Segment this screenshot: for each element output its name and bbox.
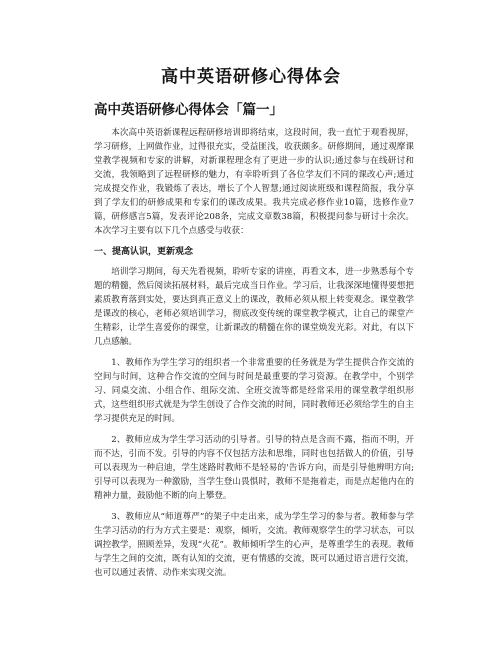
paragraph-2: 1、教师作为学生学习的组织者一个非常重要的任务就是为学生提供合作交流的空间与时间，这种合作交流的空间与时间是最重要的学习资源。在教学中，个别学习、同桌交流、小组合作、组际交流、全班交流等都是经常采用的课堂教学组织形式，这些组织形式就是为学生创设了合作交流的时间，同时教师还必须给学生的自主学习提供充足的时间。 [94, 358, 414, 424]
intro-paragraph: 本次高中英语新课程远程研修培训即将结束，这段时间，我一直忙于观看视屏，学习研修，上网做作业，过得很充实，受益匪浅，收获颇多。研修期间，通过观摩课堂教学视频和专家的讲解，对新课程理念有了更进一步的认识;通过参与在线研讨和交流，我领略到了远程研修的魅力，有幸聆听到了各位学友们不同的课改心声;通过完成提交作业，我锻炼了表达，增长了个人智慧;通过阅读班级和课程简报，我分享到了学友们的研修成果和专家们的课改成果。我共完成必修作业10篇，选修作业7篇，研修感言5篇，发表评论208条，完成文章数38篇，积极提问参与研讨十余次。本次学习主要有以下几个点感受与收获： [94, 128, 414, 236]
paragraph-4: 3、教师应从“师道尊严”的架子中走出来，成为学生学习的参与者。教师参与学生学习活动的行为方式主要是：观察，倾听，交流。教师观察学生的学习状态，可以调控教学，照顾差异，发现“火花”。教师倾听学生的心声，是尊重学生的表现。教师与学生之间的交流，既有认知的交流，更有情感的交流，既可以通过语言进行交流，也可以通过表情、动作来实现交流。 [94, 512, 414, 578]
paragraph-3: 2、教师应成为学生学习活动的引导者。引导的特点是含而不露，指而不明，开而不达，引而不发。引导的内容不仅包括方法和思维，同时也包括做人的价值，引导可以表现为一种启迪，学生迷路时教师不是轻易的'告诉方向，而是引导他辨明方向;引导可以表现为一种激励，当学生登山畏惧时，教师不是拖着走，而是点起他内在的精神力量，鼓励他不断的向上攀登。 [94, 435, 414, 501]
section-title: 高中英语研修心得体会「篇一」 [94, 102, 283, 118]
document-title: 高中英语研修心得体会 [161, 67, 341, 87]
document-body [94, 126, 414, 587]
section-heading: 一、提高认识，更新观念 [94, 247, 194, 257]
paragraph-1: 培训学习期间，每天先看视频，聆听专家的讲座，再看文本，进一步熟悉每个专题的精髓，然后阅读拓展材料，最后完成当日作业。学习后，让我深深地懂得要想把素质教育落到实处，要达到真正意义上的课改，教师必须从根上转变观念。课堂教学是课改的核心，老师必须培训学习，彻底改变传统的课堂教学模式，让自己的课堂产生精彩，让学生喜爱你的课堂，让新课改的精髓在你的课堂焕发光彩。对此，有以下几点感触。 [94, 267, 414, 347]
